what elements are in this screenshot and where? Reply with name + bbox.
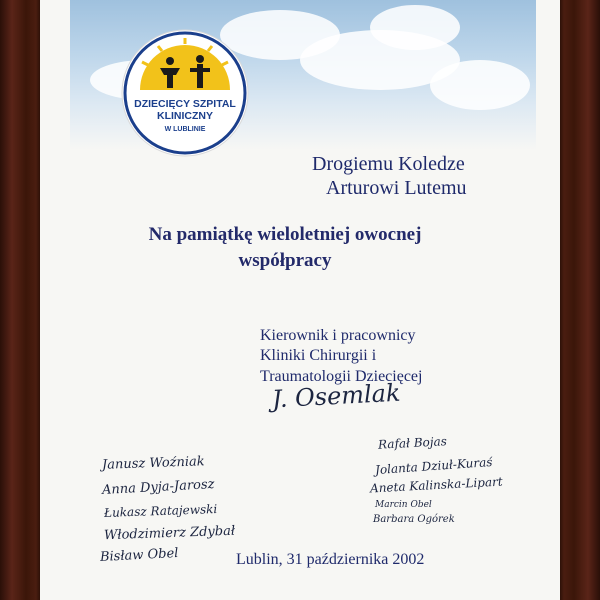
hospital-logo-icon — [120, 28, 250, 158]
date-place: Lublin, 31 października 2002 — [236, 551, 425, 568]
greeting-line-1: Drogiemu Koledze — [312, 153, 465, 175]
signature-right-5: Barbara Ogórek — [373, 514, 455, 525]
signature-right-3: Aneta Kalinska-Lipart — [369, 474, 503, 496]
signature-left-4: Włodzimierz Zdybał — [103, 523, 236, 544]
sender-line-3: Traumatologii Dziecięcej — [260, 367, 423, 385]
sender-line-2: Kliniki Chirurgii i — [260, 347, 377, 365]
signature-left-5: Bisław Obel — [99, 545, 179, 566]
memory-line-1: Na pamiątkę wieloletniej owocnej — [148, 224, 422, 245]
greeting — [290, 152, 530, 200]
greeting-line-2: Arturowi Lutemu — [326, 177, 467, 199]
memory-dedication — [120, 222, 450, 274]
hospital-logo — [120, 28, 250, 158]
signature-right-1: Rafał Bojas — [377, 434, 448, 452]
signature-right-2: Jolanta Dziuł-Kuraś — [374, 454, 493, 478]
signature-left-1: Janusz Woźniak — [101, 454, 205, 473]
logo-line-1: DZIECIĘCY SZPITAL — [134, 98, 236, 110]
signature-left-3: Łukasz Ratajewski — [103, 502, 218, 520]
sender-line-1: Kierownik i pracownicy — [260, 327, 416, 344]
signature-left-2: Anna Dyja-Jarosz — [101, 477, 215, 498]
logo-line-2: KLINICZNY — [157, 110, 213, 122]
memory-line-2: współpracy — [238, 250, 332, 272]
logo-line-3: W LUBLINIE — [164, 126, 206, 133]
signature-head: J. Osemlak — [271, 378, 402, 414]
frame-right — [560, 0, 600, 600]
diploma-paper — [40, 0, 560, 600]
signature-right-4: Marcin Obel — [375, 500, 432, 510]
